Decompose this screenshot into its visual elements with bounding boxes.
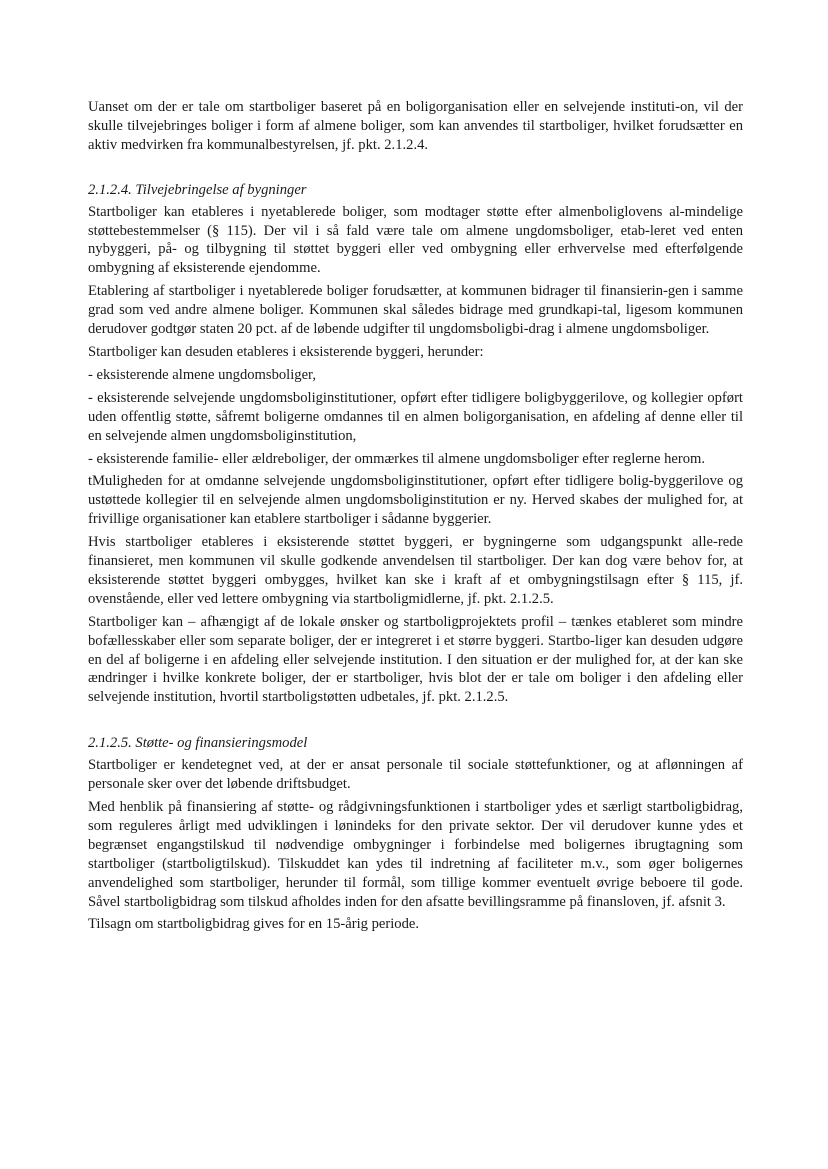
paragraph: Etablering af startboliger i nyetablerede boliger forudsætter, at kommunen bidrager til finansierin-gen i samme grad som ved andre almene boliger. Kommunen skal således bidrage med grundkapi-tal, ligesom kommunen derudover godtgør staten 20 pct. af de løbende udgifter til ungdomsboligbi-drag i almene ungdomsboliger. [88, 283, 743, 338]
intro-paragraph: Uanset om der er tale om startboliger baseret på en boligorganisation eller en selvejende instituti-on, vil der skulle tilvejebringes boliger i form af almene boliger, som kan anvendes til startboliger, hvilket forudsætter en aktiv medvirken fra kommunalbestyrelsen, jf. pkt. 2.1.2.4. [88, 99, 743, 153]
paragraph: Tilsagn om startboligbidrag gives for en 15-årig periode. [88, 916, 420, 933]
paragraph: Startboliger kan – afhængigt af de lokale ønsker og startboligprojektets profil – tænkes etableret som mindre bofællesskaber eller som separate boliger, der er integreret i et større byggeri. Startbo-liger kan desuden udgøre en del af boligerne i en afdeling eller selvejende institution. I den situation er der mulighed for, at der kan ske ændringer i hvilke konkrete boliger, der er startboliger, hvis blot der er tale om boliger i den afdeling eller selvejende institution, hvortil startboligstøtten udbetales, jf. pkt. 2.1.2.5. [88, 613, 743, 706]
list-item: - eksisterende familie- eller ældreboliger, der ommærkes til almene ungdomsboliger efter reglerne herom. [88, 450, 705, 467]
paragraph: Hvis startboliger etableres i eksisterende støttet byggeri, er bygningerne som udgangspunkt alle-rede finansieret, men kommunen vil skulle godkende anvendelsen til startboliger. Der kan dog være behov for, at eksisterende støttet byggeri ombygges, hvilket kan ske i kraft af et ombygningstilsagn efter § 115, jf. ovenstående, eller ved lettere ombygning via startboligmidlerne, jf. pkt. 2.1.2.5. [88, 534, 743, 607]
paragraph: tMuligheden for at omdanne selvejende ungdomsboliginstitutioner, opført efter tidligere bolig-byggerilove og ustøttede kollegier til en selvejende almen ungdomsboliginstitution er ny. Herved skabes der mulighed for, at frivillige organisationer kan etablere startboliger i sådanne byggerier. [88, 473, 743, 528]
list-item: - eksisterende almene ungdomsboliger, [88, 366, 316, 383]
list-item: - eksisterende selvejende ungdomsboliginstitutioner, opført efter tidligere boligbyggerilove, og kollegier opført uden offentlig støtte, såfremt boligerne omdannes til en almen boligorganisation, en afdeling af denne eller til en selvejende almen ungdomsboliginstitution, [88, 389, 743, 444]
document-page [88, 98, 743, 938]
section-spacer [88, 159, 743, 181]
section-heading-2124: 2.1.2.4. Tilvejebringelse af bygninger [88, 181, 307, 198]
paragraph: Startboliger kan desuden etableres i eksisterende byggeri, herunder: [88, 343, 484, 360]
section-spacer [88, 711, 743, 734]
paragraph: Startboliger er kendetegnet ved, at der er ansat personale til sociale støttefunktioner, og at aflønningen af personale sker over det løbende driftsbudget. [88, 757, 743, 793]
paragraph: Startboliger kan etableres i nyetablerede boliger, som modtager støtte efter almenboliglovens al-mindelige støttebestemmelser (§ 115). Der vil i så fald være tale om almene ungdomsboliger, etab-leret ved enten nybyggeri, på- og tilbygning til støttet byggeri eller ved ombygning eller erhvervelse med efterfølgende ombygning af eksisterende ejendomme. [88, 203, 743, 277]
paragraph: Med henblik på finansiering af støtte- og rådgivningsfunktionen i startboliger ydes et særligt startboligbidrag, som reguleres årligt med udviklingen i lønindeks for den private sektor. Der vil derudover kunne ydes et begrænset engangstilskud til nødvendige ombygninger i forbindelse med boligernes ibrugtagning som startboliger (startboligtilskud). Tilskuddet kan ydes til indretning af faciliteter m.v., som øger boligernes anvendelighed som startboliger, herunder til formål, som tillige kommer eventuelt øvrige beboere til gode. Såvel startboligbidrag som tilskud afholdes inden for den afsatte bevillingsramme på finansloven, jf. afsnit 3. [88, 799, 743, 910]
section-heading-2125: 2.1.2.5. Støtte- og finansieringsmodel [88, 735, 308, 752]
